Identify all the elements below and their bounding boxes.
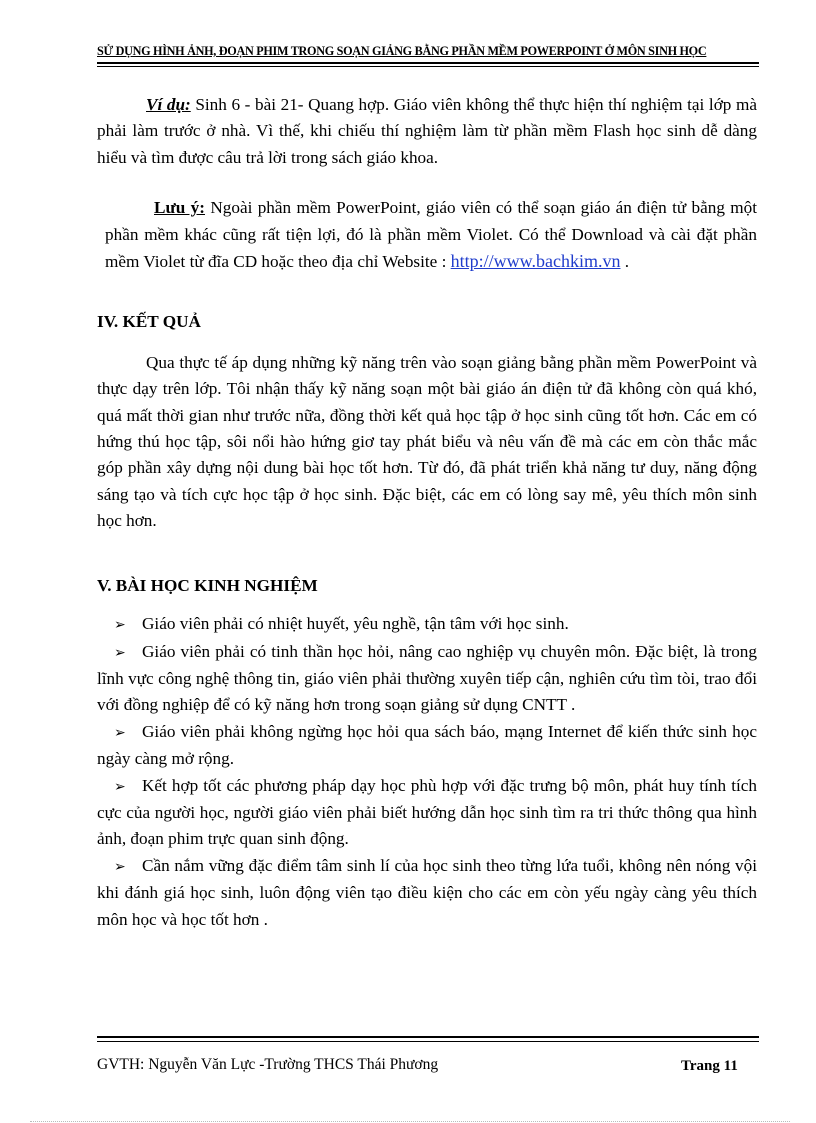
footer-author: GVTH: Nguyễn Văn Lực -Trường THCS Thái Phương bbox=[97, 1056, 439, 1073]
page-bottom-border bbox=[30, 1121, 790, 1122]
footer-rule-thick bbox=[97, 1036, 759, 1038]
lesson-item bbox=[97, 611, 757, 638]
lesson-item-text: Cần nắm vững đặc điểm tâm sinh lí của học sinh theo từng lứa tuổi, không nên nóng vội khi đánh giá học sinh, luôn động viên tạo điều kiện cho các em còn yếu ngày càng yêu thích môn học và học tốt hơn . bbox=[97, 855, 757, 929]
arrow-bullet-icon: ➢ bbox=[114, 724, 126, 741]
page-header-title: SỬ DỤNG HÌNH ẢNH, ĐOẠN PHIM TRONG SOẠN GIẢNG BẰNG PHẦN MỀM POWERPOINT Ở MÔN SINH HỌC bbox=[97, 44, 707, 58]
page-body bbox=[97, 92, 757, 933]
lesson-item-text: Giáo viên phải có tinh thần học hỏi, nâng cao nghiệp vụ chuyên môn. Đặc biệt, là trong lĩnh vực công nghệ thông tin, giáo viên phải thường xuyên tiếp cận, nghiên cứu tìm tòi, trao đổi với đồng nghiệp để có kỹ năng hơn trong soạn giảng sử dụng CNTT . bbox=[97, 641, 757, 715]
website-link[interactable]: http://www.bachkim.vn bbox=[450, 251, 621, 272]
note-text: Ngoài phần mềm PowerPoint, giáo viên có thể soạn giáo án điện tử bằng một phần mềm khác cũng rất tiện lợi, đó là phần mềm Violet. Có thể Download và cài đặt phần mềm Violet từ đĩa CD hoặc theo địa chỉ Website : bbox=[105, 198, 757, 272]
example-paragraph bbox=[97, 92, 757, 171]
lesson-item-text: Giáo viên phải có nhiệt huyết, yêu nghề, tận tâm với học sinh. bbox=[142, 614, 569, 634]
footer-rule-thin bbox=[97, 1041, 759, 1042]
example-label: Ví dụ: bbox=[146, 95, 191, 114]
lesson-item bbox=[97, 773, 757, 853]
note-label: Lưu ý: bbox=[154, 198, 205, 218]
header-rule-thin bbox=[97, 66, 759, 67]
example-text: Sinh 6 - bài 21- Quang hợp. Giáo viên không thể thực hiện thí nghiệm tại lớp mà phải làm trước ở nhà. Vì thế, khi chiếu thí nghiệm làm từ phần mềm Flash học sinh dễ dàng hiểu và tìm được câu trả lời trong sách giáo khoa. bbox=[97, 95, 757, 167]
arrow-bullet-icon: ➢ bbox=[114, 858, 126, 875]
header-rule-thick bbox=[97, 62, 759, 64]
arrow-bullet-icon: ➢ bbox=[114, 617, 126, 634]
lesson-item bbox=[97, 853, 757, 933]
section-heading-lessons: V. BÀI HỌC KINH NGHIỆM bbox=[97, 575, 318, 595]
lesson-item-text: Giáo viên phải không ngừng học hỏi qua sách báo, mạng Internet để kiến thức sinh học ngày càng mở rộng. bbox=[97, 721, 757, 769]
arrow-bullet-icon: ➢ bbox=[114, 644, 126, 661]
section-heading-results: IV. KẾT QUẢ bbox=[97, 312, 201, 332]
lesson-item-text: Kết hợp tốt các phương pháp dạy học phù hợp với đặc trưng bộ môn, phát huy tính tích cực của người học, người giáo viên phải biết hướng dẫn học sinh tìm ra tri thức thông qua hình ảnh, đoạn phim trực quan sinh động. bbox=[97, 775, 757, 849]
results-paragraph: Qua thực tế áp dụng những kỹ năng trên vào soạn giảng bằng phần mềm PowerPoint và thực dạy trên lớp. Tôi nhận thấy kỹ năng soạn một bài giáo án điện tử đã không còn quá khó, quá mất thời gian như trước nữa, đồng thời kết quả học tập ở học sinh cũng tốt hơn. Các em có hứng thú học tập, sôi nổi hào hứng giơ tay phát biểu và nêu vấn đề mà các em còn thắc mắc góp phần xây dựng nội dung bài học tốt hơn. Từ đó, đã phát triển khả năng tư duy, năng động sáng tạo và tích cực học tập ở học sinh. Đặc biệt, các em có lòng say mê, yêu thích môn sinh học hơn. bbox=[97, 352, 757, 531]
note-paragraph bbox=[97, 195, 757, 275]
lesson-item bbox=[97, 639, 757, 719]
page-number: Trang 11 bbox=[681, 1058, 738, 1074]
note-end: . bbox=[620, 252, 630, 272]
lesson-item bbox=[97, 719, 757, 773]
arrow-bullet-icon: ➢ bbox=[114, 778, 126, 795]
